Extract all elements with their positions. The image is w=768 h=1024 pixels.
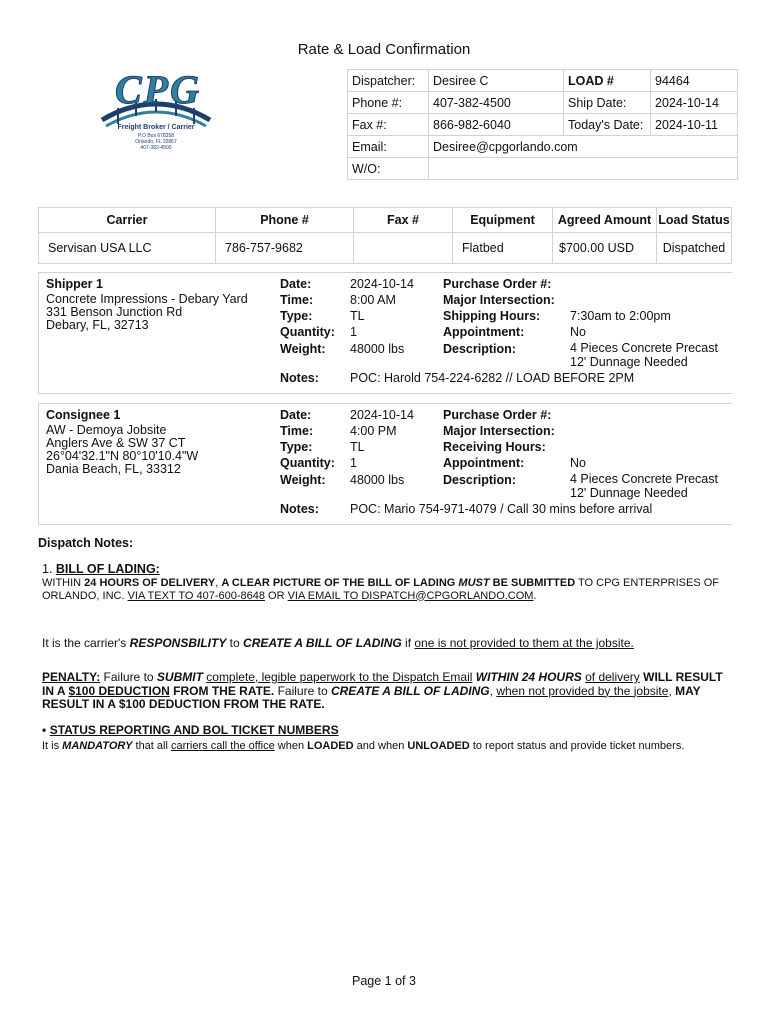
bol-number: 1.: [42, 562, 56, 576]
time-label: Time:: [280, 424, 314, 438]
consignee-notes: POC: Mario 754-971-4079 / Call 30 mins before arrival: [350, 502, 653, 516]
intersection-label: Major Intersection:: [443, 424, 555, 438]
email-value[interactable]: Desiree@cpgorlando.com: [429, 136, 738, 158]
consignee-type: TL: [350, 440, 365, 454]
date-label: Date:: [280, 408, 312, 422]
carrier-equipment: Flatbed: [453, 233, 553, 264]
table-row: [39, 233, 732, 264]
fax-value: 866-982-6040: [429, 114, 564, 136]
receiving-hours-label: Receiving Hours:: [443, 440, 546, 454]
consignee-quantity: 1: [350, 456, 357, 470]
shipper-time: 8:00 AM: [350, 293, 396, 307]
col-header-equipment: Equipment: [453, 208, 553, 233]
shipper-date: 2024-10-14: [350, 277, 414, 291]
logo-city: Orlando, FL 32867: [135, 139, 177, 145]
logo-po-box: P.O Box 678358: [137, 133, 175, 139]
text-run: SUBMIT: [156, 670, 203, 684]
carrier-name: Servisan USA LLC: [39, 233, 216, 264]
ship-date-value: 2024-10-14: [651, 92, 738, 114]
text-run: ,: [489, 683, 497, 698]
consignee-desc-line2: 12' Dunnage Needed: [570, 485, 688, 500]
shipper-hours: 7:30am to 2:00pm: [570, 309, 671, 323]
carrier-fax: [354, 233, 453, 264]
carrier-phone: 786-757-9682: [216, 233, 354, 264]
text-run: TO CPG ENTERPRISES OF ORLANDO, INC.: [42, 577, 719, 602]
dispatcher-label: Dispatcher:: [348, 70, 429, 92]
type-label: Type:: [280, 440, 313, 454]
text-run: 24 HOURS OF DELIVERY: [84, 577, 216, 589]
col-header-phone: Phone #: [216, 208, 354, 233]
text-run: WITHIN 24 HOURS: [475, 670, 582, 684]
col-header-load-status: Load Status: [657, 208, 732, 233]
consignee-desc-line1: 4 Pieces Concrete Precast: [570, 472, 718, 486]
text-run: that all: [132, 740, 171, 752]
appointment-label: Appointment:: [443, 456, 525, 470]
shipper-weight: 48000 lbs: [350, 342, 405, 356]
text-run: to report status and provide ticket numbers.: [469, 740, 685, 752]
time-label: Time:: [280, 293, 314, 307]
consignee-heading: Consignee 1: [46, 408, 121, 422]
consignee-city: Dania Beach, FL, 33312: [46, 462, 181, 476]
text-run: RESPONSBILITY: [129, 636, 227, 650]
status-title: STATUS REPORTING AND BOL TICKET NUMBERS: [49, 723, 339, 737]
shipper-quantity: 1: [350, 325, 357, 339]
shipper-description: [570, 342, 718, 369]
text-run: .: [533, 589, 537, 602]
logo-initials: CPG: [115, 67, 201, 112]
shipper-desc-line1: 4 Pieces Concrete Precast: [570, 341, 718, 355]
load-number-label: LOAD #: [564, 70, 651, 92]
status-heading: [42, 723, 339, 737]
carrier-load-status: Dispatched: [657, 233, 732, 264]
carrier-agreed-amount: $700.00 USD: [553, 233, 657, 264]
text-run: when: [274, 740, 308, 752]
text-run: to: [226, 636, 244, 650]
consignee-time: 4:00 PM: [350, 424, 397, 438]
text-run: WITHIN: [42, 577, 85, 589]
notes-label: Notes:: [280, 371, 319, 385]
page-title: Rate & Load Confirmation: [297, 41, 471, 58]
text-link[interactable]: VIA TEXT TO 407-600-8648: [127, 589, 265, 602]
text-run: MANDATORY: [62, 740, 133, 752]
consignee-appointment: No: [570, 456, 586, 470]
carrier-table-header: [39, 208, 732, 233]
text-run: WILL RESULT IN A: [42, 670, 723, 698]
dispatch-notes-heading: Dispatch Notes:: [38, 536, 134, 550]
consignee-street: Anglers Ave & SW 37 CT: [46, 436, 186, 450]
todays-date-label: Today's Date:: [564, 114, 651, 136]
shipper-city: Debary, FL, 32713: [46, 318, 149, 332]
carrier-table: [38, 207, 732, 264]
phone-value: 407-382-4500: [429, 92, 564, 114]
bullet-icon: •: [42, 723, 47, 737]
status-paragraph: [42, 739, 702, 753]
text-run: A CLEAR PICTURE OF THE BILL OF LADING: [221, 577, 459, 589]
email-link[interactable]: VIA EMAIL TO DISPATCH@CPGORLANDO.COM: [287, 589, 534, 602]
consignee-name: AW - Demoya Jobsite: [46, 423, 167, 437]
text-run: ,: [215, 577, 222, 589]
text-run: Failure to: [100, 670, 157, 684]
text-run: complete, legible paperwork to the Dispatch Email: [206, 670, 473, 684]
bol-paragraph: [42, 577, 732, 602]
penalty-paragraph: [42, 671, 732, 712]
text-run: $100 DEDUCTION: [68, 683, 170, 698]
text-run: one is not provided to them at the jobsite.: [414, 636, 634, 650]
phone-label: Phone #:: [348, 92, 429, 114]
shipper-address: [46, 293, 248, 332]
bol-title: BILL OF LADING:: [55, 562, 160, 576]
consignee-description: [570, 473, 718, 500]
shipper-type: TL: [350, 309, 365, 323]
consignee-section: [38, 403, 732, 525]
shipper-section: [38, 272, 732, 394]
todays-date-value: 2024-10-11: [651, 114, 738, 136]
load-number-value: 94464: [651, 70, 738, 92]
text-run: MAY RESULT IN A $100 DEDUCTION FROM THE RATE.: [42, 683, 701, 711]
text-run: CREATE A BILL OF LADING: [243, 636, 402, 650]
consignee-address: [46, 424, 198, 476]
shipper-street: 331 Benson Junction Rd: [46, 305, 183, 319]
text-run: OR: [264, 589, 288, 602]
shipper-desc-line2: 12' Dunnage Needed: [570, 354, 688, 369]
text-run: FROM THE RATE.: [169, 683, 275, 698]
company-logo: [96, 68, 216, 158]
quantity-label: Quantity:: [280, 456, 335, 470]
weight-label: Weight:: [280, 473, 326, 487]
text-run: It is the carrier's: [42, 636, 130, 650]
penalty-label: PENALTY:: [42, 670, 101, 684]
notes-label: Notes:: [280, 502, 319, 516]
text-run: and when: [353, 740, 408, 752]
text-run: carriers call the office: [170, 740, 275, 752]
logo-tagline: Freight Broker / Carrier: [117, 124, 195, 131]
text-run: It is: [42, 740, 63, 752]
date-label: Date:: [280, 277, 312, 291]
text-run: CREATE A BILL OF LADING: [330, 683, 490, 698]
ship-date-label: Ship Date:: [564, 92, 651, 114]
quantity-label: Quantity:: [280, 325, 335, 339]
description-label: Description:: [443, 473, 516, 487]
text-run: when not provided by the jobsite: [496, 683, 669, 698]
email-label: Email:: [348, 136, 429, 158]
type-label: Type:: [280, 309, 313, 323]
po-label: Purchase Order #:: [443, 408, 552, 422]
fax-label: Fax #:: [348, 114, 429, 136]
col-header-carrier: Carrier: [39, 208, 216, 233]
bol-heading: [42, 562, 160, 576]
text-run: MUST: [458, 577, 490, 589]
appointment-label: Appointment:: [443, 325, 525, 339]
shipper-heading: Shipper 1: [46, 277, 103, 291]
shipping-hours-label: Shipping Hours:: [443, 309, 541, 323]
dispatch-info-table: [347, 69, 738, 180]
logo-phone: 407-382-4500: [140, 145, 172, 151]
wo-label: W/O:: [348, 158, 429, 180]
wo-value: [429, 158, 738, 180]
shipper-appointment: No: [570, 325, 586, 339]
page-number: Page 1 of 3: [352, 974, 416, 988]
shipper-notes: POC: Harold 754-224-6282 // LOAD BEFORE 2PM: [350, 371, 635, 385]
text-run: ,: [668, 683, 676, 698]
consignee-weight: 48000 lbs: [350, 473, 405, 487]
text-run: LOADED: [307, 740, 354, 752]
text-run: Failure to: [274, 683, 331, 698]
text-run: UNLOADED: [407, 740, 470, 752]
po-label: Purchase Order #:: [443, 277, 552, 291]
shipper-name: Concrete Impressions - Debary Yard: [46, 292, 248, 306]
responsibility-paragraph: [42, 636, 732, 650]
consignee-date: 2024-10-14: [350, 408, 414, 422]
text-run: if: [401, 636, 415, 650]
consignee-coordinates: 26°04'32.1"N 80°10'10.4"W: [46, 449, 199, 463]
description-label: Description:: [443, 342, 516, 356]
intersection-label: Major Intersection:: [443, 293, 555, 307]
dispatcher-value: Desiree C: [429, 70, 564, 92]
col-header-fax: Fax #: [354, 208, 453, 233]
text-run: BE SUBMITTED: [489, 577, 576, 589]
weight-label: Weight:: [280, 342, 326, 356]
text-run: of delivery: [585, 670, 640, 684]
col-header-agreed-amount: Agreed Amount: [553, 208, 657, 233]
